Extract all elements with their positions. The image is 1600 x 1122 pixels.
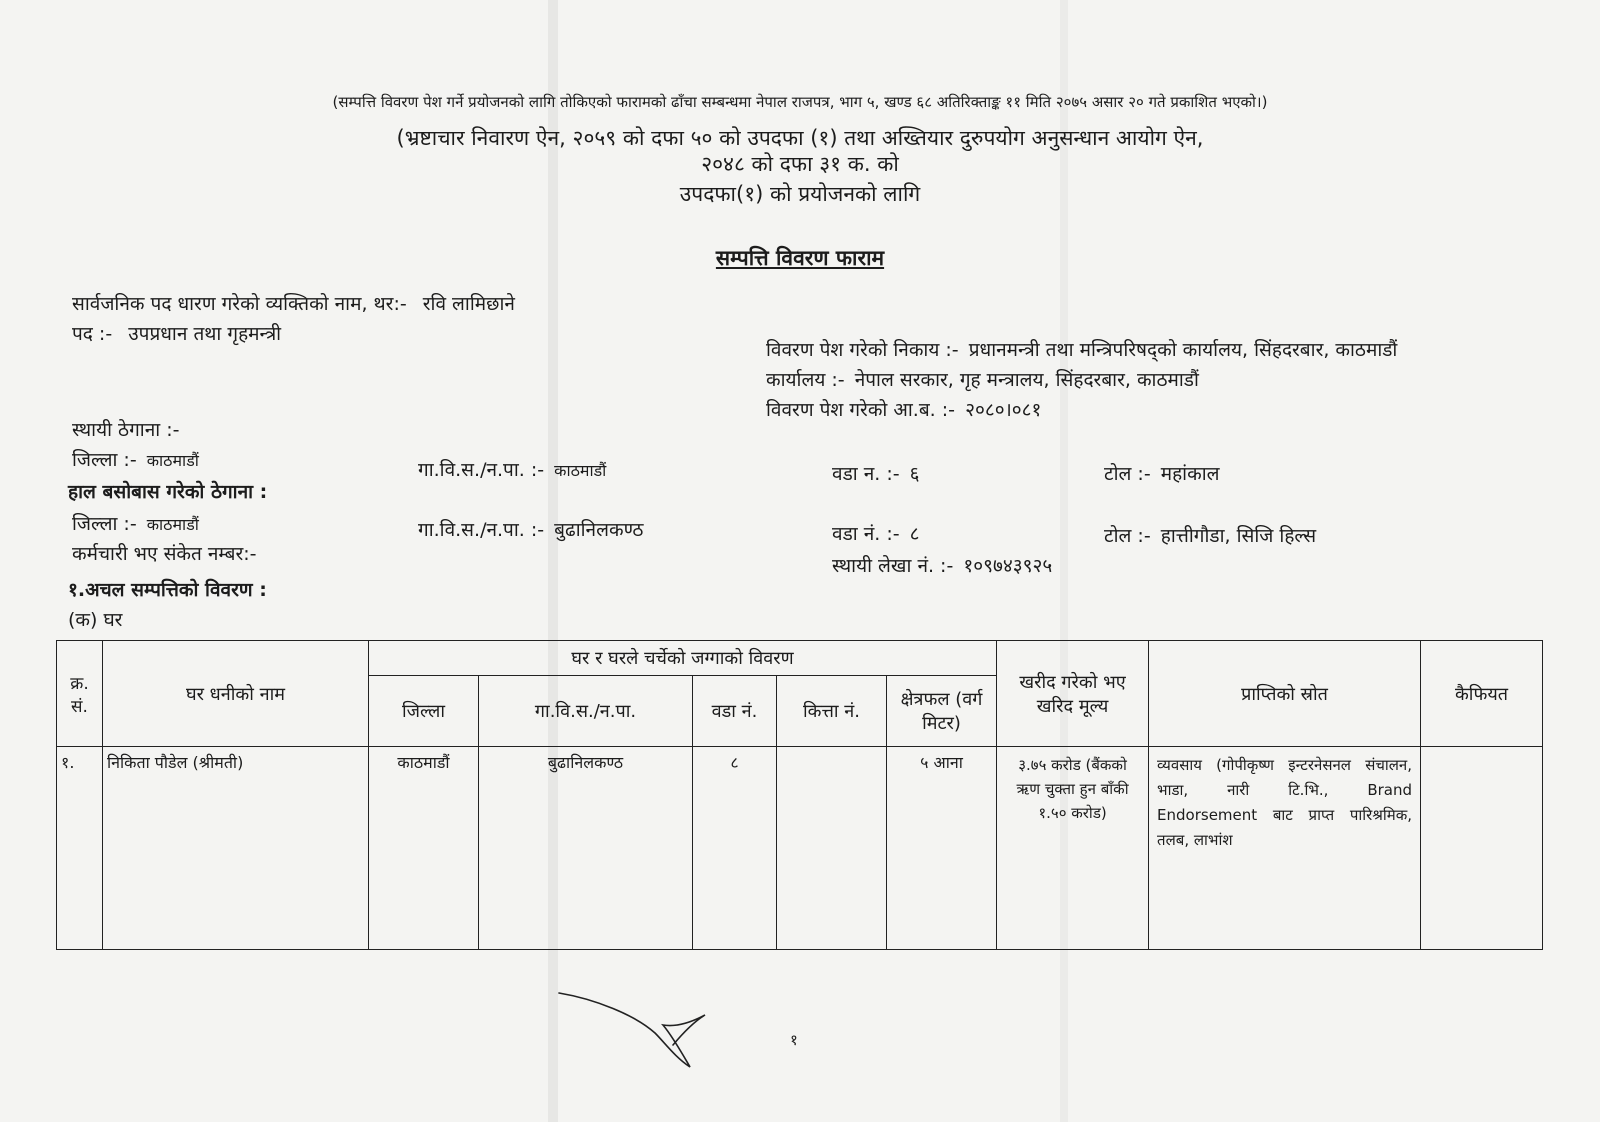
holder-name-label: सार्वजनिक पद धारण गरेको व्यक्तिको नाम, थर:- bbox=[72, 293, 407, 315]
permanent-tole bbox=[1104, 460, 1220, 486]
cell-source: व्यवसाय (गोपीकृष्ण इन्टरनेसनल संचालन, भाडा, नारी टि.भि., Brand Endorsement बाट प्राप्त पारिश्रमिक, तलब, लाभांश bbox=[1149, 747, 1421, 950]
current-vdc bbox=[418, 516, 643, 542]
agency-line bbox=[766, 336, 1397, 362]
form-title: सम्पत्ति विवरण फाराम bbox=[715, 246, 885, 270]
cell-area: ५ आना bbox=[887, 747, 997, 950]
permanent-district-value: काठमाडौं bbox=[146, 451, 199, 470]
current-district-value: काठमाडौं bbox=[146, 515, 199, 534]
current-ward-value: ८ bbox=[909, 523, 920, 545]
post-line bbox=[72, 320, 281, 346]
permanent-district-label: जिल्ला :- bbox=[72, 449, 137, 471]
cell-price: ३.७५ करोड (बैंकको ऋण चुक्ता हुन बाँकी १.५० करोड) bbox=[997, 747, 1149, 950]
permanent-vdc-value: काठमाडौं bbox=[554, 461, 607, 480]
permanent-vdc bbox=[418, 456, 606, 482]
pan-value: १०९७४३९२५ bbox=[963, 555, 1053, 577]
act-reference-line-2: २०४८ को दफा ३१ क. को bbox=[701, 152, 899, 176]
permanent-district bbox=[72, 446, 199, 472]
pan-label: स्थायी लेखा नं. :- bbox=[832, 555, 954, 577]
cell-kitta bbox=[777, 747, 887, 950]
table-header-row-1 bbox=[57, 641, 1543, 676]
fiscal-year-label: विवरण पेश गरेको आ.ब. :- bbox=[766, 399, 956, 421]
permanent-tole-label: टोल :- bbox=[1104, 463, 1151, 485]
permanent-ward-value: ६ bbox=[909, 463, 920, 485]
cell-district: काठमाडौं bbox=[369, 747, 479, 950]
col-header-sn: क्र. सं. bbox=[57, 641, 103, 747]
current-ward bbox=[832, 520, 920, 546]
cell-owner: निकिता पौडेल (श्रीमती) bbox=[103, 747, 369, 950]
col-header-district: जिल्ला bbox=[369, 676, 479, 747]
agency-value: प्रधानमन्त्री तथा मन्त्रिपरिषद्को कार्यालय, सिंहदरबार, काठमाडौं bbox=[968, 339, 1398, 361]
post-label: पद :- bbox=[72, 323, 113, 345]
page-number: १ bbox=[790, 1031, 798, 1049]
cell-sn: १. bbox=[57, 747, 103, 950]
gazette-note: (सम्पत्ति विवरण पेश गर्ने प्रयोजनको लागि तोकिएको फारामको ढाँचा सम्बन्धमा नेपाल राजपत्र, भाग ५, खण्ड ६८ अतिरिक्ताङ्क ११ मिति २०७५ असार २० गते प्रकाशित भएको।) bbox=[332, 93, 1268, 111]
fiscal-year-line bbox=[766, 396, 1041, 422]
current-tole-value: हात्तीगौडा, सिजि हिल्स bbox=[1160, 525, 1317, 547]
current-vdc-value: बुढानिलकण्ठ bbox=[554, 519, 644, 541]
col-header-price: खरीद गरेको भए खरिद मूल्य bbox=[997, 641, 1149, 747]
permanent-vdc-label: गा.वि.स./न.पा. :- bbox=[418, 459, 545, 481]
col-header-owner: घर धनीको नाम bbox=[103, 641, 369, 747]
col-header-remarks: कैफियत bbox=[1421, 641, 1543, 747]
current-tole bbox=[1104, 522, 1316, 548]
section-subtitle: (क) घर bbox=[68, 609, 123, 631]
pan-line bbox=[832, 552, 1052, 578]
current-district-label: जिल्ला :- bbox=[72, 513, 137, 535]
office-line bbox=[766, 366, 1199, 392]
office-label: कार्यालय :- bbox=[766, 369, 845, 391]
employee-code-line: कर्मचारी भए संकेत नम्बर:- bbox=[72, 543, 257, 565]
col-header-source: प्राप्तिको स्रोत bbox=[1149, 641, 1421, 747]
permanent-ward bbox=[832, 460, 920, 486]
current-address-heading: हाल बसोबास गरेको ठेगाना : bbox=[68, 481, 268, 503]
col-header-vdc: गा.वि.स./न.पा. bbox=[479, 676, 693, 747]
permanent-ward-label: वडा न. :- bbox=[832, 463, 900, 485]
cell-ward: ८ bbox=[693, 747, 777, 950]
cell-vdc: बुढानिलकण्ठ bbox=[479, 747, 693, 950]
agency-label: विवरण पेश गरेको निकाय :- bbox=[766, 339, 959, 361]
holder-name-value: रवि लामिछाने bbox=[422, 293, 515, 315]
permanent-address-heading: स्थायी ठेगाना :- bbox=[72, 419, 180, 441]
col-header-ward: वडा नं. bbox=[693, 676, 777, 747]
post-value: उपप्रधान तथा गृहमन्त्री bbox=[128, 323, 282, 345]
act-reference-line-1: (भ्रष्टाचार निवारण ऐन, २०५९ को दफा ५० को उपदफा (१) तथा अख्तियार दुरुपयोग अनुसन्धान आयोग ऐन, bbox=[396, 126, 1204, 150]
current-tole-label: टोल :- bbox=[1104, 525, 1151, 547]
holder-name-line bbox=[72, 290, 515, 316]
permanent-tole-value: महांकाल bbox=[1160, 463, 1220, 485]
section-title: १.अचल सम्पत्तिको विवरण : bbox=[68, 579, 267, 601]
act-reference-line-3: उपदफा(१) को प्रयोजनको लागि bbox=[679, 182, 921, 206]
table-row bbox=[57, 747, 1543, 950]
signature-image bbox=[555, 985, 715, 1085]
office-value: नेपाल सरकार, गृह मन्त्रालय, सिंहदरबार, काठमाडौं bbox=[854, 369, 1199, 391]
col-header-land-group: घर र घरले चर्चेको जग्गाको विवरण bbox=[369, 641, 997, 676]
col-header-area: क्षेत्रफल (वर्ग मिटर) bbox=[887, 676, 997, 747]
cell-remarks bbox=[1421, 747, 1543, 950]
current-ward-label: वडा नं. :- bbox=[832, 523, 900, 545]
current-district bbox=[72, 510, 199, 536]
col-header-kitta: कित्ता नं. bbox=[777, 676, 887, 747]
house-asset-table bbox=[56, 640, 1543, 950]
current-vdc-label: गा.वि.स./न.पा. :- bbox=[418, 519, 545, 541]
fiscal-year-value: २०८०।०८१ bbox=[965, 399, 1042, 421]
